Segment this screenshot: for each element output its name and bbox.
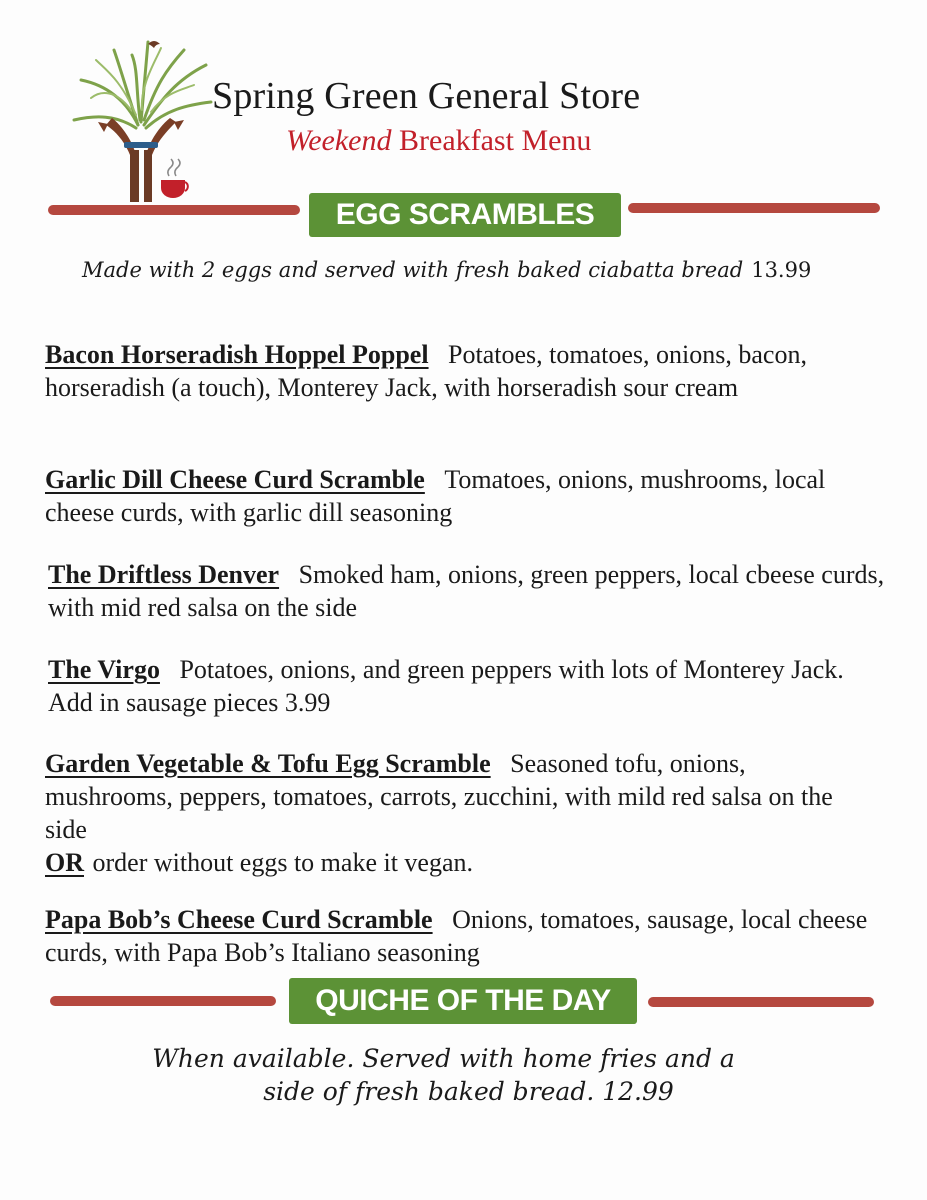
- menu-item: [45, 903, 895, 969]
- coffee-cup-icon: [161, 159, 188, 198]
- egg-scrambles-intro: [82, 258, 811, 282]
- or-text: order without eggs to make it vegan.: [92, 848, 474, 877]
- subtitle-weekend: Weekend: [286, 124, 392, 157]
- section-rule-left: [48, 205, 300, 215]
- bird-icon: [148, 41, 160, 48]
- section-rule-left: [50, 996, 276, 1006]
- or-label: OR: [45, 848, 84, 877]
- item-description: Smoked ham, onions, green peppers, local cbeese curds, with mid red salsa on the side: [48, 560, 885, 622]
- store-name: Spring Green General Store: [212, 75, 641, 117]
- item-name: Papa Bob’s Cheese Curd Scramble: [45, 905, 433, 934]
- item-description: Seasoned tofu, onions, mushrooms, peppers, tomatoes, carrots, zucchini, with mild red salsa on the side: [45, 749, 833, 844]
- item-name: The Virgo: [48, 655, 160, 684]
- item-description: Potatoes, onions, and green peppers with lots of Monterey Jack. Add in sausage pieces 3.99: [48, 655, 844, 717]
- item-name: Garlic Dill Cheese Curd Scramble: [45, 465, 425, 494]
- intro-text: Made with 2 eggs and served with fresh baked ciabatta bread: [82, 258, 744, 282]
- quiche-heading: QUICHE OF THE DAY: [289, 978, 637, 1024]
- menu-item: [48, 558, 898, 624]
- tree-logo-icon: [66, 30, 216, 205]
- menu-item: [45, 338, 875, 404]
- item-description: Onions, tomatoes, sausage, local cheese curds, with Papa Bob’s Italiano seasoning: [45, 905, 868, 967]
- intro-price: 13.99: [751, 258, 812, 282]
- item-name: Garden Vegetable & Tofu Egg Scramble: [45, 749, 491, 778]
- section-rule-right: [648, 997, 874, 1007]
- vegan-option: [45, 846, 875, 879]
- quiche-note: [0, 1042, 927, 1108]
- menu-subtitle: [286, 124, 591, 158]
- item-name: The Driftless Denver: [48, 560, 280, 589]
- item-description: Potatoes, tomatoes, onions, bacon, horseradish (a touch), Monterey Jack, with horseradish sour cream: [45, 340, 807, 402]
- item-name: Bacon Horseradish Hoppel Poppel: [45, 340, 429, 369]
- egg-scrambles-heading: EGG SCRAMBLES: [309, 193, 621, 237]
- menu-item: [45, 463, 895, 529]
- item-description: Tomatoes, onions, mushrooms, local cheese curds, with garlic dill seasoning: [45, 465, 826, 527]
- section-rule-right: [628, 203, 880, 213]
- menu-item: [48, 653, 848, 719]
- quiche-note-line1: When available. Served with home fries and a: [152, 1044, 735, 1073]
- menu-item: [45, 747, 875, 879]
- quiche-note-line2: side of fresh baked bread. 12.99: [263, 1077, 674, 1106]
- subtitle-rest: Breakfast Menu: [399, 124, 592, 157]
